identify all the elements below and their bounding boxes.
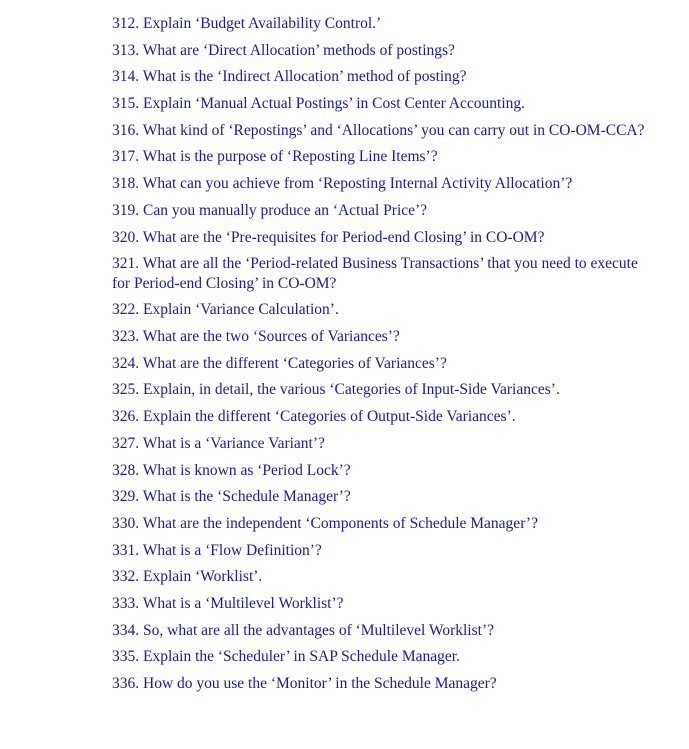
question-item: 323. What are the two ‘Sources of Variances’? bbox=[112, 328, 400, 346]
question-item: 329. What is the ‘Schedule Manager’? bbox=[112, 488, 351, 506]
question-item: 332. Explain ‘Worklist’. bbox=[112, 568, 263, 586]
question-item: 325. Explain, in detail, the various ‘Categories of Input-Side Variances’. bbox=[112, 381, 560, 399]
question-item: 326. Explain the different ‘Categories of Output-Side Variances’. bbox=[112, 408, 516, 426]
question-item: 333. What is a ‘Multilevel Worklist’? bbox=[112, 594, 344, 612]
question-item: 322. Explain ‘Variance Calculation’. bbox=[112, 301, 339, 319]
question-item: 321. What are all the ‘Period-related Business Transactions’ that you need to execute for Period-end Closing’ in CO-OM? bbox=[112, 255, 638, 292]
question-item: 330. What are the independent ‘Components of Schedule Manager’? bbox=[112, 514, 538, 532]
question-item: 335. Explain the ‘Scheduler’ in SAP Schedule Manager. bbox=[112, 648, 460, 666]
question-item: 331. What is a ‘Flow Definition’? bbox=[112, 541, 322, 559]
question-item: 318. What can you achieve from ‘Reposting Internal Activity Allocation’? bbox=[112, 175, 573, 193]
question-item: 313. What are ‘Direct Allocation’ methods of postings? bbox=[112, 41, 455, 59]
question-item: 328. What is known as ‘Period Lock’? bbox=[112, 461, 351, 479]
question-item: 320. What are the ‘Pre-requisites for Period-end Closing’ in CO-OM? bbox=[112, 228, 545, 246]
question-item: 324. What are the different ‘Categories of Variances’? bbox=[112, 354, 447, 372]
question-item: 327. What is a ‘Variance Variant’? bbox=[112, 434, 325, 452]
question-item: 314. What is the ‘Indirect Allocation’ method of posting? bbox=[112, 68, 467, 86]
question-item: 315. Explain ‘Manual Actual Postings’ in Cost Center Accounting. bbox=[112, 95, 525, 113]
question-item: 317. What is the purpose of ‘Reposting Line Items’? bbox=[112, 148, 438, 166]
question-list bbox=[112, 14, 657, 701]
question-item: 336. How do you use the ‘Monitor’ in the Schedule Manager? bbox=[112, 675, 497, 692]
question-item: 312. Explain ‘Budget Availability Control.’ bbox=[112, 15, 382, 32]
question-item: 319. Can you manually produce an ‘Actual Price’? bbox=[112, 201, 428, 219]
question-item: 316. What kind of ‘Repostings’ and ‘Allocations’ you can carry out in CO-OM-CCA? bbox=[112, 121, 645, 139]
question-item: 334. So, what are all the advantages of ‘Multilevel Worklist’? bbox=[112, 621, 494, 639]
